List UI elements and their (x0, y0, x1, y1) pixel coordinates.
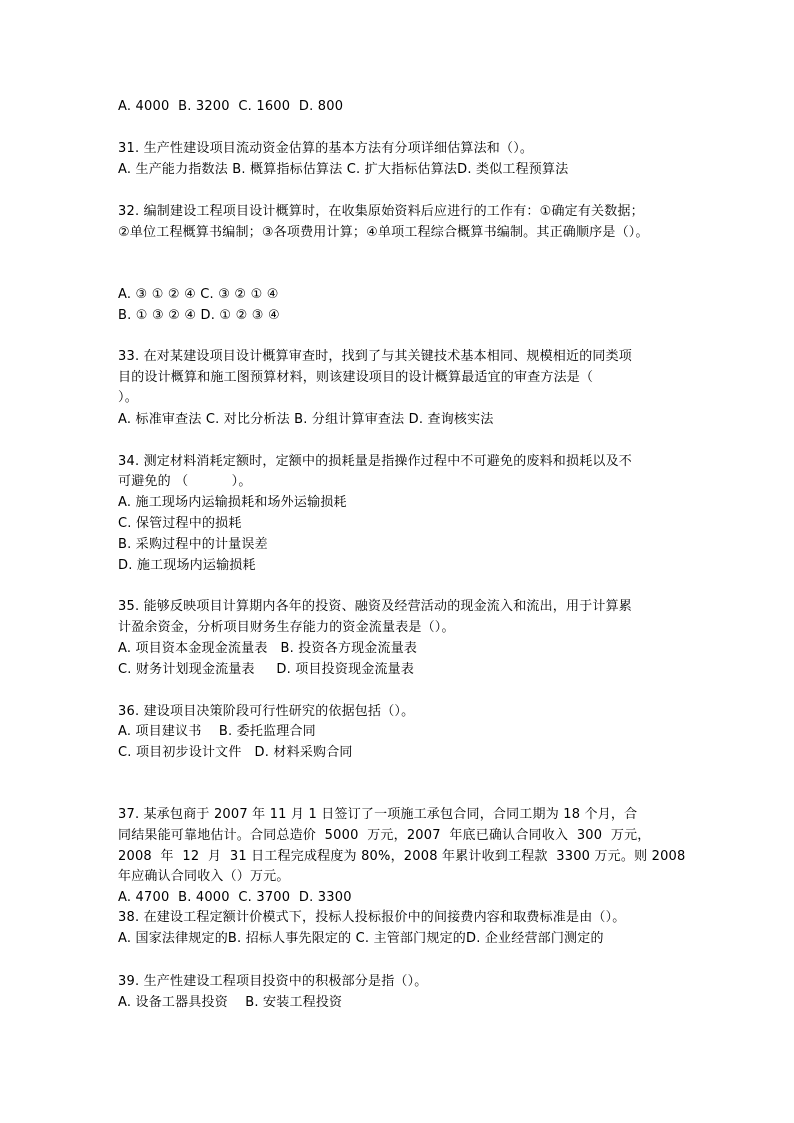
q37-options: A. 4700 B. 4000 C. 3700 D. 3300 (118, 890, 352, 905)
q37-stem-line-4: 年应确认合同收入（）万元。 (118, 869, 290, 884)
q35-options-cd: C. 财务计划现金流量表 D. 项目投资现金流量表 (118, 662, 415, 677)
q35-stem-line-2: 计盈余资金，分析项目财务生存能力的资金流量表是（）。 (118, 620, 455, 635)
q36-stem: 36. 建设项目决策阶段可行性研究的依据包括（）。 (118, 704, 415, 719)
q31-options: A. 生产能力指数法 B. 概算指标估算法 C. 扩大指标估算法D. 类似工程预算法 (118, 162, 569, 177)
q32-options-bd: B. ① ③ ② ④ D. ① ② ③ ④ (118, 308, 280, 323)
q34-stem-line-2: 可避免的 （ ）。 (118, 474, 252, 489)
q33-options: A. 标准审查法 C. 对比分析法 B. 分组计算审查法 D. 查询核实法 (118, 412, 494, 427)
q32-options-ac: A. ③ ① ② ④ C. ③ ② ① ④ (118, 287, 279, 302)
q30-options: A. 4000 B. 3200 C. 1600 D. 800 (118, 99, 344, 114)
q39-stem: 39. 生产性建设工程项目投资中的积极部分是指（）。 (118, 974, 428, 989)
q39-options: A. 设备工器具投资 B. 安装工程投资 (118, 995, 343, 1010)
q31-stem: 31. 生产性建设项目流动资金估算的基本方法有分项详细估算法和（）。 (118, 141, 534, 156)
q36-options-cd: C. 项目初步设计文件 D. 材料采购合同 (118, 745, 353, 760)
q34-option-c: C. 保管过程中的损耗 (118, 516, 242, 531)
q33-stem-line-1: 33. 在对某建设项目设计概算审查时，找到了与其关键技术基本相同、规模相近的同类项 (118, 349, 633, 364)
q38-options: A. 国家法律规定的B. 招标人事先限定的 C. 主管部门规定的D. 企业经营部门测定的 (118, 931, 604, 946)
q35-stem-line-1: 35. 能够反映项目计算期内各年的投资、融资及经营活动的现金流入和流出，用于计算累 (118, 599, 633, 614)
q33-stem-line-3: ）。 (118, 390, 138, 405)
q37-stem-line-2: 同结果能可靠地估计。合同总造价 5000 万元，2007 年底已确认合同收入 300 万元， (118, 828, 651, 843)
q32-stem-line-1: 32. 编制建设工程项目设计概算时，在收集原始资料后应进行的工作有：①确定有关数据； (118, 204, 644, 219)
q37-stem-line-1: 37. 某承包商于 2007 年 11 月 1 日签订了一项施工承包合同，合同工期为 18 个月，合 (118, 807, 638, 822)
q38-stem: 38. 在建设工程定额计价模式下，投标人投标报价中的间接费内容和取费标准是由（）。 (118, 910, 626, 925)
q34-stem-line-1: 34. 测定材料消耗定额时，定额中的损耗量是指操作过程中不可避免的废料和损耗以及不 (118, 454, 633, 469)
q33-stem-line-2: 目的设计概算和施工图预算材料，则该建设项目的设计概算最适宜的审查方法是（ (118, 370, 594, 385)
q34-option-a: A. 施工现场内运输损耗和场外运输损耗 (118, 495, 347, 510)
q35-options-ab: A. 项目资本金现金流量表 B. 投资各方现金流量表 (118, 641, 418, 656)
q36-options-ab: A. 项目建议书 B. 委托监理合同 (118, 724, 316, 739)
q34-option-b: B. 采购过程中的计量误差 (118, 537, 268, 552)
q32-stem-line-2: ②单位工程概算书编制；③各项费用计算；④单项工程综合概算书编制。其正确顺序是（）。 (118, 225, 649, 240)
q34-option-d: D. 施工现场内运输损耗 (118, 558, 256, 573)
q37-stem-line-3: 2008 年 12 月 31 日工程完成程度为 80%，2008 年累计收到工程款 3300 万元。则 2008 (118, 849, 686, 864)
